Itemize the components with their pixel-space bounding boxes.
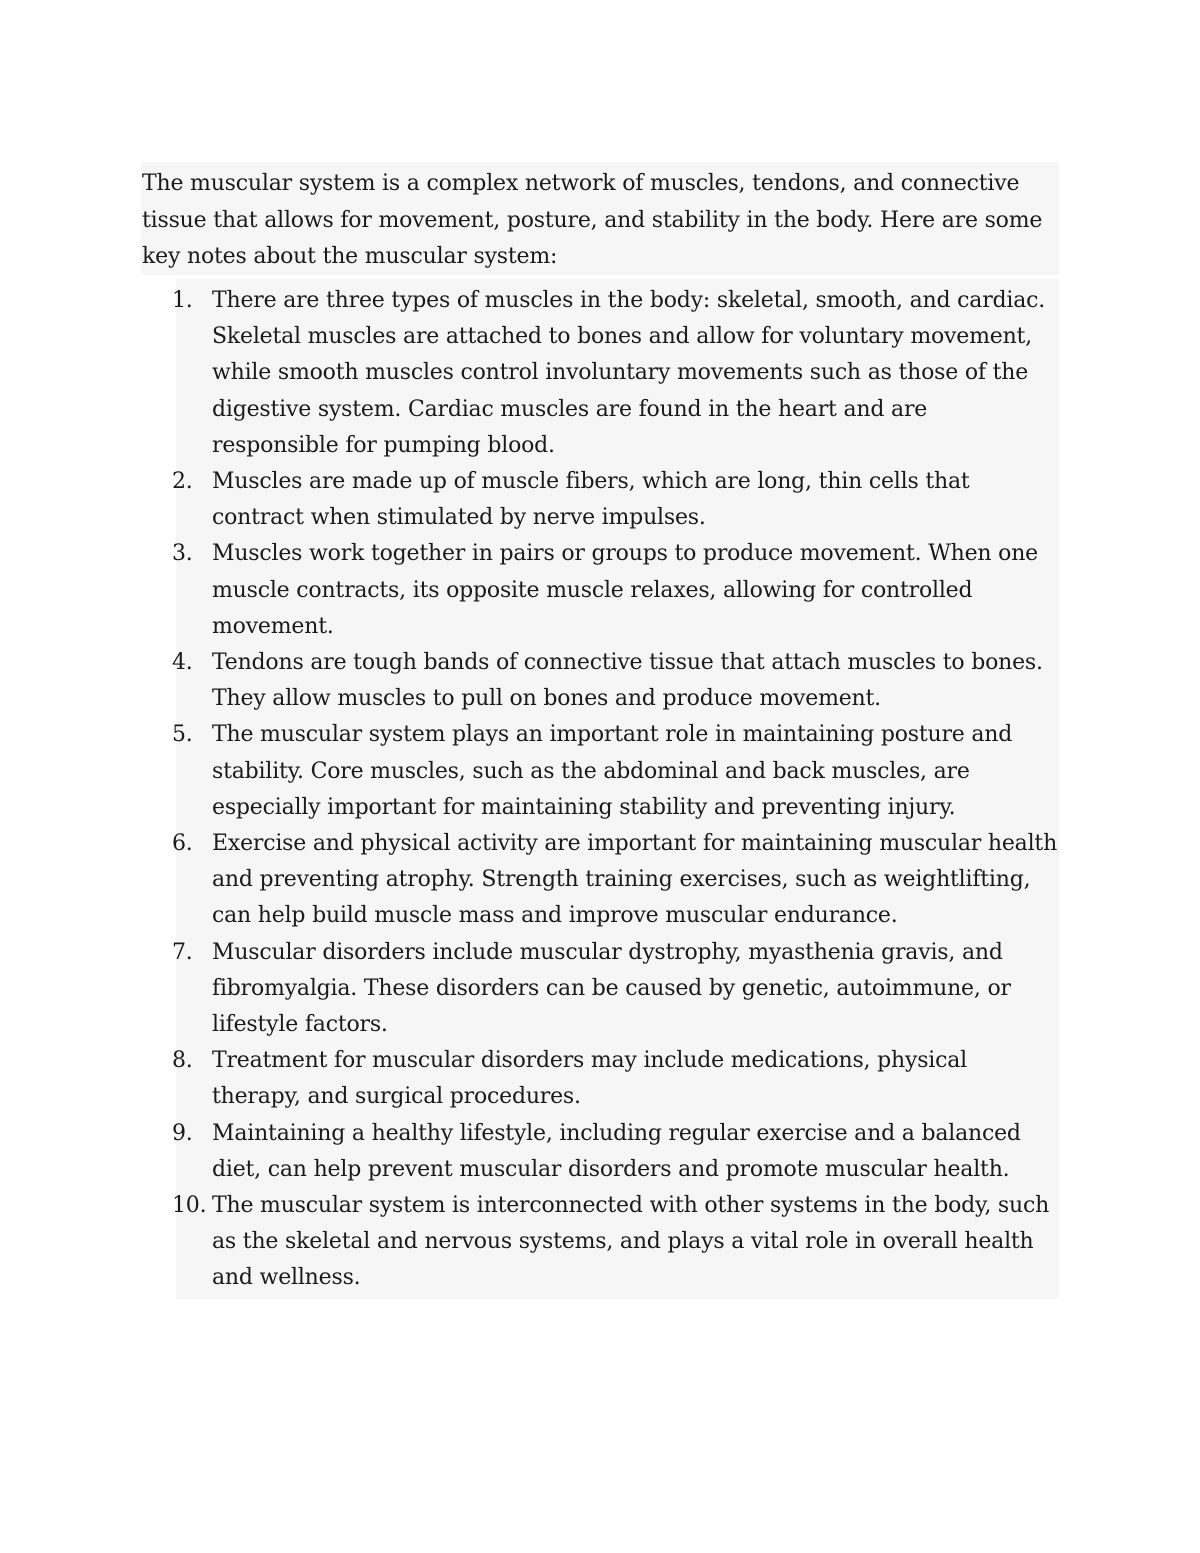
list-item-number: 9. <box>172 1120 193 1146</box>
list-item-text: The muscular system is interconnected with other systems in the body, such as the skeletal and nervous systems, and plays a vital role in overall health and wellness. <box>212 1193 1050 1291</box>
list-item-text: Exercise and physical activity are important for maintaining muscular health and preventing atrophy. Strength training exercises, such as weightlifting, can help build muscle mass and improve muscular endurance. <box>212 831 1058 929</box>
list-item <box>172 283 1059 464</box>
list-item-number: 7. <box>172 939 193 965</box>
list-item <box>172 717 1059 826</box>
list-item <box>172 935 1059 1044</box>
list-item-text: The muscular system plays an important role in maintaining posture and stability. Core muscles, such as the abdominal and back muscles, are especially important for maintaining stability and preventing injury. <box>212 722 1013 820</box>
list-item-text: Muscular disorders include muscular dystrophy, myasthenia gravis, and fibromyalgia. These disorders can be caused by genetic, autoimmune, or lifestyle factors. <box>212 939 1011 1038</box>
list-item-text: Maintaining a healthy lifestyle, including regular exercise and a balanced diet, can help prevent muscular disorders and promote muscular health. <box>212 1120 1021 1182</box>
list-item-text: Tendons are tough bands of connective tissue that attach muscles to bones. They allow muscles to pull on bones and produce movement. <box>212 650 1043 712</box>
list-item-text: There are three types of muscles in the body: skeletal, smooth, and cardiac. Skeletal muscles are attached to bones and allow for voluntary movement, while smooth muscles control involuntary movements such as those of the digestive system. Cardiac muscles are found in the heart and are responsible for pumping blood. <box>212 288 1046 458</box>
list-item <box>172 1188 1059 1297</box>
list-item <box>172 1043 1059 1115</box>
list-item-number: 6. <box>172 831 193 857</box>
list-item-text: Muscles are made up of muscle fibers, which are long, thin cells that contract when stimulated by nerve impulses. <box>212 469 970 531</box>
list-item-number: 8. <box>172 1048 193 1074</box>
list-item-number: 10. <box>172 1193 207 1219</box>
list-item <box>172 645 1059 717</box>
key-notes-list <box>172 279 1059 1299</box>
list-item-text: Muscles work together in pairs or groups to produce movement. When one muscle contracts, its opposite muscle relaxes, allowing for controlled movement. <box>212 541 1038 639</box>
list-item-number: 3. <box>172 541 193 567</box>
list-item-number: 2. <box>172 469 193 495</box>
list-item-number: 4. <box>172 650 193 676</box>
list-item-text: Treatment for muscular disorders may include medications, physical therapy, and surgical procedures. <box>212 1048 968 1110</box>
list-item-number: 1. <box>172 288 193 313</box>
intro-paragraph: The muscular system is a complex network of muscles, tendons, and connective tissue that allows for movement, posture, and stability in the body. Here are some key notes about the muscular system: <box>141 162 1059 275</box>
list-item-number: 5. <box>172 722 193 748</box>
list-item <box>172 536 1059 645</box>
list-item <box>172 826 1059 935</box>
list-item <box>172 1116 1059 1188</box>
list-item <box>172 464 1059 536</box>
